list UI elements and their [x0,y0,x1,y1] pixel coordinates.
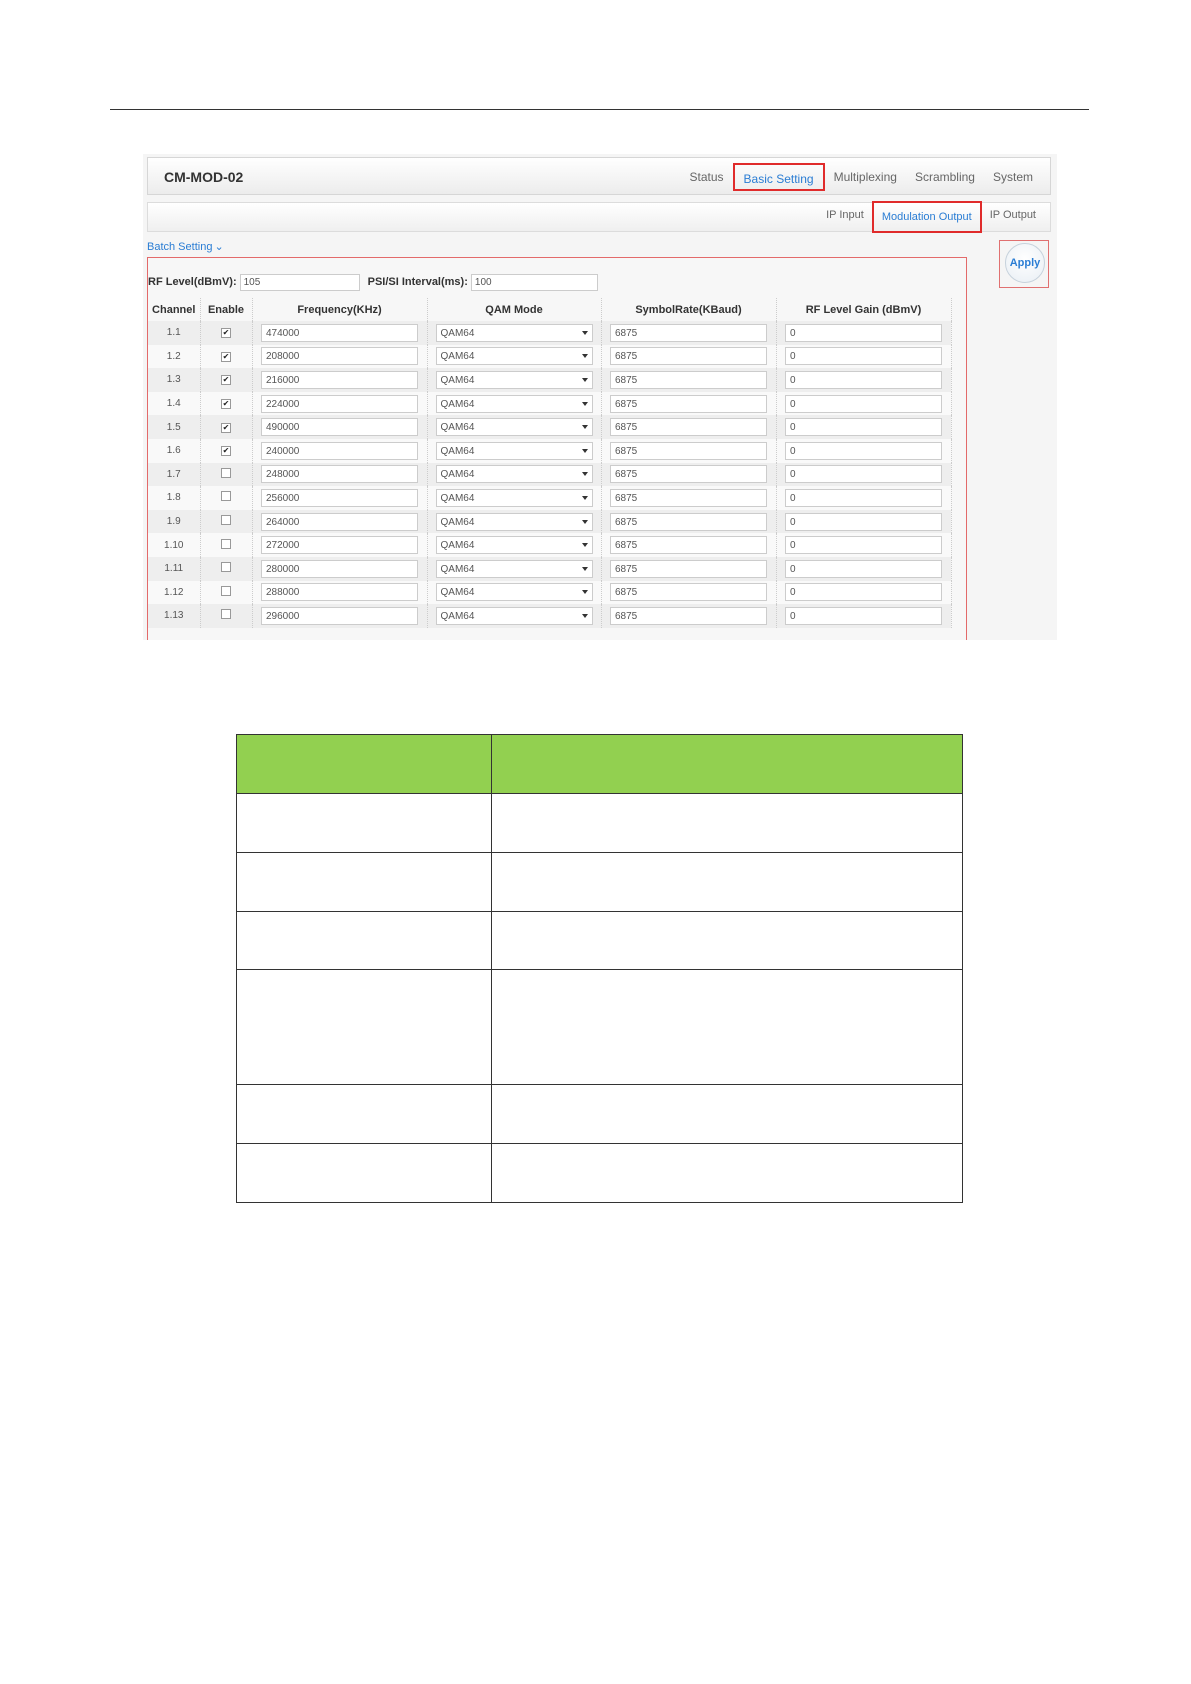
frequency-input[interactable]: 224000 [261,395,418,413]
enable-cell [200,510,252,534]
rf-level-gain-input[interactable]: 0 [785,418,942,436]
channel-id: 1.3 [148,368,200,392]
qam-mode-value: QAM64 [440,398,475,410]
device-title: CM-MOD-02 [164,169,244,185]
frequency-cell [252,486,427,510]
parameter-description-table [236,734,963,1203]
enable-cell [200,345,252,369]
enable-cell [200,463,252,487]
symbol-rate-cell [601,604,776,628]
channel-row [148,557,951,581]
dropdown-arrow-icon [582,590,588,594]
channel-row [148,415,951,439]
qam-mode-select[interactable] [436,489,593,507]
channel-row [148,368,951,392]
tab-ip-output[interactable]: IP Output [989,209,1036,221]
channel-id: 1.6 [148,439,200,463]
channel-id: 1.12 [148,581,200,605]
frequency-input[interactable]: 216000 [261,371,418,389]
qam-mode-value: QAM64 [440,540,475,552]
symbol-rate-input[interactable]: 6875 [610,583,767,601]
qam-mode-select[interactable] [436,418,593,436]
symbol-rate-input[interactable]: 6875 [610,395,767,413]
channel-id: 1.4 [148,392,200,416]
symbol-rate-cell [601,581,776,605]
enable-cell [200,415,252,439]
tab-modulation-output[interactable]: Modulation Output [872,201,982,233]
sub-nav [818,201,1044,233]
dropdown-arrow-icon [582,354,588,358]
frequency-cell [252,368,427,392]
dropdown-arrow-icon [582,331,588,335]
qam-mode-select[interactable] [436,607,593,625]
symbol-rate-cell [601,486,776,510]
modulation-settings [147,257,967,640]
frequency-input[interactable]: 474000 [261,324,418,342]
enable-checkbox[interactable] [221,468,231,478]
rf-gain-cell [776,510,951,534]
apply-highlight [999,240,1049,288]
qam-mode-value: QAM64 [440,445,475,457]
frequency-input[interactable]: 288000 [261,583,418,601]
batch-setting-label: Batch Setting [147,241,213,253]
enable-cell [200,368,252,392]
header-enable: Enable [200,298,252,321]
header-qam-mode: QAM Mode [427,298,601,321]
app-header [147,157,1051,195]
qam-cell [427,321,601,345]
doc-table-row [237,970,963,1085]
enable-cell [200,392,252,416]
tab-scrambling[interactable]: Scrambling [914,170,975,184]
rf-gain-cell [776,581,951,605]
qam-cell [427,533,601,557]
rf-gain-cell [776,392,951,416]
channel-row [148,533,951,557]
frequency-input[interactable]: 296000 [261,607,418,625]
rf-level-gain-input[interactable]: 0 [785,347,942,365]
qam-mode-value: QAM64 [440,327,475,339]
dropdown-arrow-icon [582,614,588,618]
qam-mode-value: QAM64 [440,351,475,363]
frequency-input[interactable]: 248000 [261,465,418,483]
channel-row [148,463,951,487]
symbol-rate-input[interactable]: 6875 [610,347,767,365]
enable-checkbox[interactable]: ✔ [222,399,230,409]
frequency-input[interactable]: 272000 [261,536,418,554]
symbol-rate-cell [601,463,776,487]
main-nav [681,158,1043,196]
qam-mode-select[interactable] [436,536,593,554]
qam-mode-select[interactable] [436,347,593,365]
dropdown-arrow-icon [582,472,588,476]
enable-cell [200,581,252,605]
frequency-input[interactable]: 490000 [261,418,418,436]
rf-level-gain-input[interactable]: 0 [785,560,942,578]
frequency-cell [252,510,427,534]
rf-gain-cell [776,439,951,463]
dropdown-arrow-icon [582,567,588,571]
channel-id: 1.2 [148,345,200,369]
tab-multiplexing[interactable]: Multiplexing [833,170,897,184]
frequency-input[interactable]: 264000 [261,513,418,531]
enable-checkbox[interactable]: ✔ [222,328,230,338]
rf-gain-cell [776,368,951,392]
channel-row [148,604,951,628]
symbol-rate-cell [601,510,776,534]
channel-row [148,392,951,416]
qam-cell [427,345,601,369]
symbol-rate-input[interactable]: 6875 [610,371,767,389]
rf-level-gain-input[interactable]: 0 [785,442,942,460]
enable-checkbox[interactable] [221,491,231,501]
frequency-input[interactable]: 256000 [261,489,418,507]
symbol-rate-input[interactable]: 6875 [610,442,767,460]
frequency-cell [252,533,427,557]
doc-header-description [491,735,962,794]
frequency-cell [252,345,427,369]
channel-id: 1.9 [148,510,200,534]
enable-cell [200,557,252,581]
dropdown-arrow-icon [582,378,588,382]
qam-cell [427,604,601,628]
frequency-cell [252,392,427,416]
rf-level-gain-input[interactable]: 0 [785,513,942,531]
dropdown-arrow-icon [582,449,588,453]
channel-id: 1.11 [148,557,200,581]
channel-id: 1.13 [148,604,200,628]
qam-cell [427,510,601,534]
enable-cell [200,604,252,628]
rf-gain-cell [776,345,951,369]
doc-table-row [237,853,963,912]
dropdown-arrow-icon [582,543,588,547]
header-frequency: Frequency(KHz) [252,298,427,321]
batch-setting-toggle[interactable] [147,240,224,253]
enable-checkbox[interactable] [221,515,231,525]
tab-basic-setting[interactable]: Basic Setting [733,163,825,191]
rf-level-gain-input[interactable]: 0 [785,465,942,483]
symbol-rate-input[interactable]: 6875 [610,513,767,531]
qam-mode-value: QAM64 [440,422,475,434]
symbol-rate-input[interactable]: 6875 [610,607,767,625]
channel-id: 1.5 [148,415,200,439]
channel-row [148,581,951,605]
qam-mode-select[interactable] [436,442,593,460]
dropdown-arrow-icon [582,520,588,524]
frequency-input[interactable]: 208000 [261,347,418,365]
doc-table-row [237,1085,963,1144]
rf-gain-cell [776,557,951,581]
symbol-rate-input[interactable]: 6875 [610,536,767,554]
channel-id: 1.10 [148,533,200,557]
qam-mode-select[interactable] [436,560,593,578]
header-symbol-rate: SymbolRate(KBaud) [601,298,776,321]
rf-level-gain-input[interactable]: 0 [785,489,942,507]
enable-checkbox[interactable] [221,586,231,596]
channel-row [148,439,951,463]
rf-gain-cell [776,321,951,345]
rf-level-gain-input[interactable]: 0 [785,371,942,389]
psi-interval-label: PSI/SI Interval(ms): [367,276,468,288]
channel-row [148,345,951,369]
symbol-rate-cell [601,345,776,369]
rf-level-label: RF Level(dBmV): [148,276,237,288]
symbol-rate-cell [601,557,776,581]
qam-mode-select[interactable] [436,465,593,483]
doc-header-parameter [237,735,492,794]
symbol-rate-cell [601,439,776,463]
qam-mode-select[interactable] [436,395,593,413]
qam-cell [427,557,601,581]
qam-cell [427,368,601,392]
frequency-input[interactable]: 240000 [261,442,418,460]
enable-checkbox[interactable]: ✔ [222,422,230,432]
enable-cell [200,486,252,510]
qam-cell [427,439,601,463]
channel-id: 1.8 [148,486,200,510]
channel-row [148,486,951,510]
dropdown-arrow-icon [582,425,588,429]
rf-level-gain-input[interactable]: 0 [785,395,942,413]
symbol-rate-cell [601,533,776,557]
frequency-cell [252,439,427,463]
rf-gain-cell [776,604,951,628]
enable-checkbox[interactable] [221,562,231,572]
rf-level-gain-input[interactable]: 0 [785,536,942,554]
global-settings-row [148,272,598,292]
frequency-cell [252,415,427,439]
symbol-rate-input[interactable]: 6875 [610,324,767,342]
chevron-down-icon: ⌄ [214,241,224,253]
rf-gain-cell [776,415,951,439]
dropdown-arrow-icon [582,402,588,406]
qam-mode-select[interactable] [436,371,593,389]
qam-mode-select[interactable] [436,324,593,342]
symbol-rate-input[interactable]: 6875 [610,560,767,578]
frequency-cell [252,321,427,345]
frequency-input[interactable]: 280000 [261,560,418,578]
web-ui-screenshot [143,154,1057,640]
qam-mode-value: QAM64 [440,610,475,622]
enable-cell [200,321,252,345]
apply-button[interactable]: Apply [1005,243,1045,283]
symbol-rate-cell [601,321,776,345]
qam-mode-value: QAM64 [440,516,475,528]
rf-gain-cell [776,463,951,487]
qam-cell [427,392,601,416]
channel-row [148,321,951,345]
symbol-rate-input[interactable]: 6875 [610,418,767,436]
qam-mode-value: QAM64 [440,492,475,504]
qam-cell [427,486,601,510]
qam-mode-value: QAM64 [440,374,475,386]
qam-cell [427,581,601,605]
frequency-cell [252,604,427,628]
frequency-cell [252,463,427,487]
doc-table-row [237,1144,963,1203]
page-header-rule [110,109,1089,110]
header-rf-level-gain: RF Level Gain (dBmV) [776,298,951,321]
enable-checkbox[interactable]: ✔ [222,351,230,361]
header-channel: Channel [148,298,200,321]
channel-table-header [148,298,951,321]
qam-mode-value: QAM64 [440,563,475,575]
channel-id: 1.7 [148,463,200,487]
enable-checkbox[interactable]: ✔ [222,375,230,385]
enable-checkbox[interactable] [221,539,231,549]
qam-cell [427,415,601,439]
qam-mode-select[interactable] [436,513,593,531]
rf-level-gain-input[interactable]: 0 [785,583,942,601]
enable-checkbox[interactable] [221,609,231,619]
rf-level-gain-input[interactable]: 0 [785,607,942,625]
channel-table [148,298,952,628]
enable-cell [200,439,252,463]
rf-gain-cell [776,486,951,510]
symbol-rate-cell [601,368,776,392]
rf-level-gain-input[interactable]: 0 [785,324,942,342]
psi-interval-input[interactable] [471,274,598,291]
channel-row [148,510,951,534]
tab-ip-input[interactable]: IP Input [826,209,864,221]
doc-table-row [237,912,963,970]
rf-level-input[interactable] [240,274,360,291]
qam-mode-select[interactable] [436,583,593,601]
dropdown-arrow-icon [582,496,588,500]
doc-table-header [237,735,963,794]
sub-header [147,202,1051,232]
qam-mode-value: QAM64 [440,587,475,599]
tab-system[interactable]: System [992,170,1033,184]
enable-cell [200,533,252,557]
channel-id: 1.1 [148,321,200,345]
symbol-rate-cell [601,415,776,439]
symbol-rate-input[interactable]: 6875 [610,465,767,483]
symbol-rate-input[interactable]: 6875 [610,489,767,507]
rf-gain-cell [776,533,951,557]
qam-mode-value: QAM64 [440,469,475,481]
qam-cell [427,463,601,487]
frequency-cell [252,581,427,605]
frequency-cell [252,557,427,581]
doc-table-row [237,794,963,853]
symbol-rate-cell [601,392,776,416]
enable-checkbox[interactable]: ✔ [222,446,230,456]
tab-status[interactable]: Status [689,170,724,184]
